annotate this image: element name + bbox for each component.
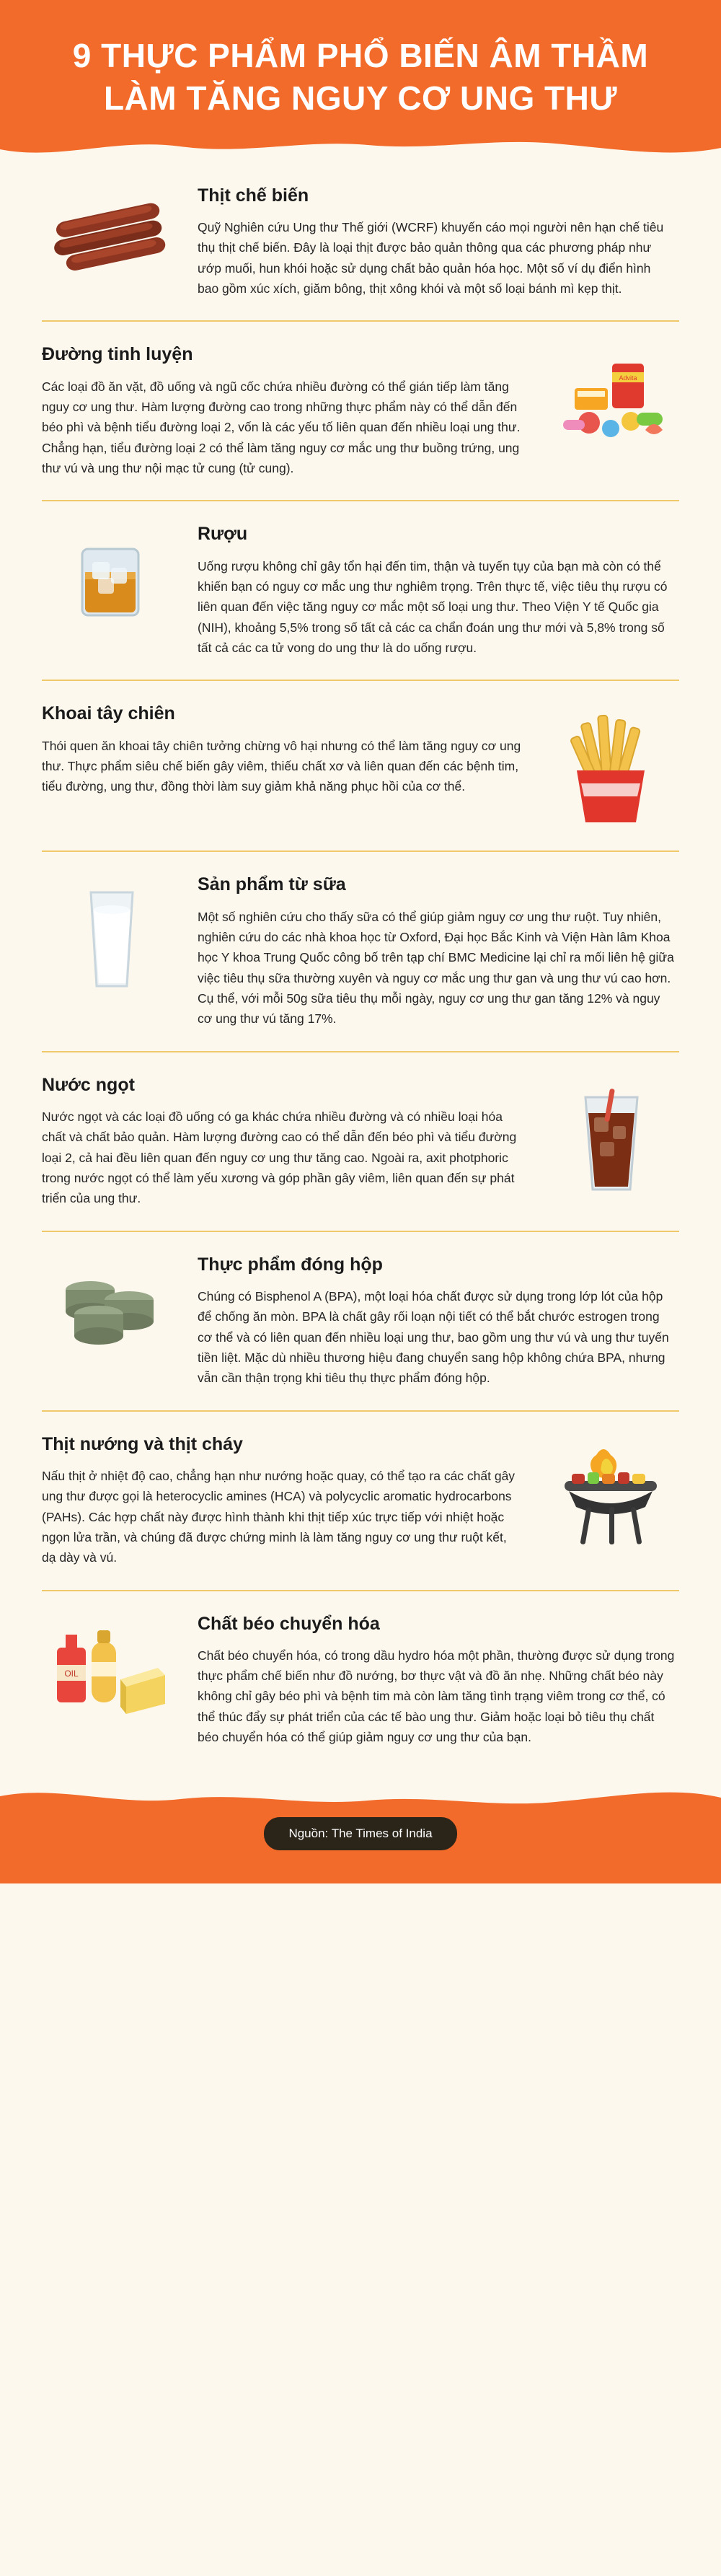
section-title: Khoai tây chiên <box>42 703 175 724</box>
section-thit-nuong-va-thit-chay <box>0 1415 721 1587</box>
section-text <box>42 1433 523 1568</box>
section-body: Nấu thịt ở nhiệt độ cao, chẳng hạn như nướng hoặc quay, có thể tạo ra các chất gây ung thư được gọi là heterocyclic amines (HCA) và polycyclic aromatic hydrocarbons (PAHs). Các hợp chất này được hình thành khi thịt tiếp xúc trực tiếp với nhiệt hoặc ngọn lửa trần, và chúng đã được chứng minh là làm tăng nguy cơ ung thư ruột kết, dạ dày và vú. <box>42 1468 516 1565</box>
section-divider <box>42 680 679 681</box>
section-san-pham-tu-sua <box>0 855 721 1047</box>
section-divider <box>42 1231 679 1232</box>
section-body: Thói quen ăn khoai tây chiên tưởng chừng vô hại nhưng có thể làm tăng nguy cơ ung thư. Thực phẩm siêu chế biến gây viêm, thiếu chất xơ và liên quan đến các bệnh tim, tiểu đường, ung thư, đồng thời làm suy giảm khả năng phục hồi của cơ thể. <box>42 738 521 794</box>
section-title: Đường tinh luyện <box>42 344 193 365</box>
sausages-illustration <box>42 185 179 278</box>
section-body: Chúng có Bisphenol A (BPA), một loại hóa chất được sử dụng trong lớp lót của hộp để chống ăn mòn. BPA là chất gây rối loạn nội tiết có thể bắt chước estrogen trong cơ thể và có liên quan đến nhiều loại ung thư, bao gồm ung thư vú và ung thư tuyến tiền liệt. Mặc dù nhiều thương hiệu đang chuyển sang hộp không chứa BPA, nhưng vẫn cần thận trọng khi tiêu thụ thực phẩm đóng hộp. <box>198 1288 669 1386</box>
section-divider <box>42 850 679 852</box>
section-text <box>198 1254 679 1389</box>
section-divider <box>42 1051 679 1052</box>
section-title: Thịt chế biến <box>198 185 309 206</box>
section-chat-beo-chuyen-hoa <box>0 1594 721 1767</box>
section-title: Rượu <box>198 524 248 545</box>
section-body: Quỹ Nghiên cứu Ung thư Thế giới (WCRF) khuyến cáo mọi người nên hạn chế tiêu thụ thịt chế biến. Đây là loại thịt được bảo quản thông qua các phương pháp như ướp muối, hun khói hoặc sử dụng chất bảo quản hóa học. Một số ví dụ điển hình bao gồm xúc xích, giăm bông, thịt xông khói và một số loại bánh mì kẹp thịt. <box>198 220 664 296</box>
section-text <box>198 523 679 658</box>
header-banner <box>0 0 721 160</box>
canned-food-illustration <box>42 1254 179 1355</box>
section-text <box>198 1613 679 1748</box>
soda-glass-illustration <box>542 1074 679 1200</box>
section-thuc-pham-dong-hop <box>0 1235 721 1407</box>
milk-glass-illustration <box>42 874 179 996</box>
footer-wave-divider <box>0 1785 721 1809</box>
section-body: Các loại đồ ăn vặt, đồ uống và ngũ cốc chứa nhiều đường có thể gián tiếp làm tăng nguy cơ ung thư. Hàm lượng đường cao trong những thực phẩm này có thể dẫn đến béo phì và bệnh tiểu đường loại 2, vốn là các yếu tố liên quan đến nhiều loại ung thư. Chẳng hạn, tiểu đường loại 2 có thể làm tăng nguy cơ mắc ung thư buồng trứng, ung thư vú và ung thư nội mạc tử cung (tử cung). <box>42 379 521 475</box>
section-title: Nước ngọt <box>42 1074 135 1095</box>
section-divider <box>42 1590 679 1591</box>
section-body: Chất béo chuyển hóa, có trong dầu hydro hóa một phần, thường được sử dụng trong thực phẩm chế biến như đồ nướng, bơ thực vật và đồ ăn nhẹ. Những chất béo này không chỉ gây béo phì và bệnh tim mà còn làm tăng tình trạng viêm trong cơ thể, có thể thúc đẩy sự phát triển của các tế bào ung thư. Giảm hoặc loại bỏ tiêu thụ chất béo chuyển hóa có thể giúp giảm nguy cơ ung thư của bạn. <box>198 1648 675 1745</box>
section-divider <box>42 1410 679 1412</box>
section-body: Uống rượu không chỉ gây tổn hại đến tim, thận và tuyến tụy của bạn mà còn có thể khiến bạn có nguy cơ mắc ung thư nghiêm trọng. Trên thực tế, việc tiêu thụ rượu có liên quan đến việc tăng nguy cơ mắc một số loại ung thư. Theo Viện Y tế Quốc gia (NIH), khoảng 5,5% trong số tất cả các ca chẩn đoán ung thư mới và 5,8% trong số tất cả các ca tử vong do ung thư là do uống rượu. <box>198 558 668 655</box>
page-title: 9 THỰC PHẨM PHỔ BIẾN ÂM THẦM LÀM TĂNG NGUY CƠ UNG THƯ <box>72 37 649 117</box>
section-thit-che-bien <box>0 166 721 318</box>
section-text <box>42 1074 523 1209</box>
cooking-oil-butter-illustration <box>42 1613 179 1728</box>
section-title: Thực phẩm đóng hộp <box>198 1254 383 1275</box>
section-text <box>198 185 679 299</box>
candy-snacks-illustration <box>542 343 679 459</box>
footer-banner <box>0 1785 721 1883</box>
section-text <box>198 874 679 1029</box>
sections-list <box>0 160 721 1767</box>
bbq-grill-illustration <box>542 1433 679 1556</box>
section-body: Một số nghiên cứu cho thấy sữa có thể giúp giảm nguy cơ ung thư ruột. Tuy nhiên, nghiên cứu do các nhà khoa học từ Oxford, Đại học Bắc Kinh và Viện Hàn lâm Khoa học Y khoa Trung Quốc công bố trên tạp chí BMC Medicine lại chỉ ra mối liên hệ giữa việc tiêu thụ sữa thường xuyên và nguy cơ mắc ung thư gan và ung thư vú cao hơn. Cụ thể, với mỗi 50g sữa tiêu thụ mỗi ngày, nguy cơ ung thư gan tăng 12% và nguy cơ ung thư vú tăng 17%. <box>198 909 674 1027</box>
french-fries-illustration <box>542 703 679 829</box>
header-wave-divider <box>0 136 721 161</box>
section-divider <box>42 320 679 322</box>
section-title: Chất béo chuyển hóa <box>198 1613 380 1634</box>
section-ruou <box>0 504 721 677</box>
section-nuoc-ngot <box>0 1055 721 1228</box>
whiskey-glass-illustration <box>42 523 179 631</box>
svg-text:OIL: OIL <box>64 1668 79 1679</box>
section-text <box>42 343 523 478</box>
section-text <box>42 703 523 796</box>
svg-text:Advita: Advita <box>619 374 637 382</box>
section-divider <box>42 500 679 501</box>
source-badge: Nguồn: The Times of India <box>264 1817 456 1850</box>
section-title: Thịt nướng và thịt cháy <box>42 1433 243 1454</box>
section-khoai-tay-chien <box>0 684 721 848</box>
section-title: Sản phẩm từ sữa <box>198 874 346 895</box>
section-duong-tinh-luyen <box>0 325 721 497</box>
section-body: Nước ngọt và các loại đồ uống có ga khác chứa nhiều đường và có nhiều loại hóa chất và chất bảo quản. Hàm lượng đường cao có thể dẫn đến béo phì và tiểu đường loại 2, cả hai đều liên quan đến nguy cơ ung thư tăng cao. Ngoài ra, axit photphoric trong nước ngọt có thể làm yếu xương và góp phần gây viêm, liên quan đến sự phát triển của ung thư. <box>42 1109 517 1206</box>
